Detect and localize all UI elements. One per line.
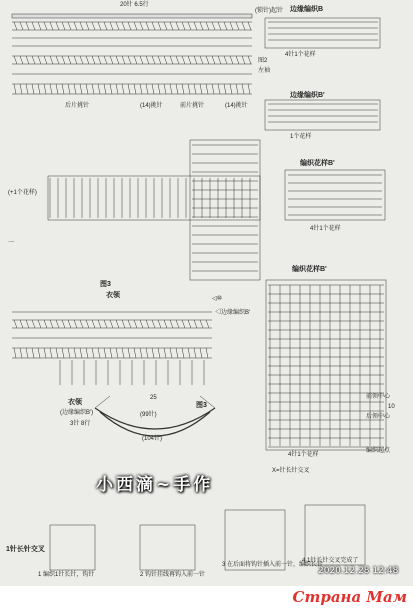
stitch-mark bbox=[164, 320, 167, 328]
stitch-mark bbox=[122, 320, 125, 328]
stitch-mark bbox=[140, 84, 142, 94]
stitch-mark bbox=[146, 22, 149, 30]
stitch-mark bbox=[134, 22, 137, 30]
collar-title: 衣领 bbox=[106, 292, 120, 299]
stitch-mark bbox=[38, 348, 40, 358]
brand-logo: Страна Мам bbox=[292, 588, 407, 606]
stitch-mark bbox=[128, 22, 131, 30]
x-legend: X=针长针交叉 bbox=[272, 468, 310, 474]
stitch-mark bbox=[152, 56, 155, 64]
mid-note: (+1个花样) bbox=[8, 190, 37, 196]
figure3b-label: 图3 bbox=[196, 402, 207, 409]
stitch-mark bbox=[224, 56, 227, 64]
stitch-mark bbox=[200, 22, 203, 30]
stitch-mark bbox=[158, 84, 160, 94]
stitch-mark bbox=[164, 84, 166, 94]
stitch-mark bbox=[116, 348, 118, 358]
stitch-mark bbox=[98, 320, 101, 328]
stitch-mark bbox=[248, 22, 251, 30]
stitch-mark bbox=[224, 84, 226, 94]
stitch-mark bbox=[146, 348, 148, 358]
stitch-mark bbox=[44, 84, 46, 94]
stitch-mark bbox=[230, 84, 232, 94]
right-arrow-label: ◁⑩ bbox=[212, 296, 222, 302]
stitch-mark bbox=[146, 84, 148, 94]
side-note-a: 后片挑针 bbox=[65, 103, 90, 109]
stitch-mark bbox=[92, 348, 94, 358]
stitch-mark bbox=[152, 22, 155, 30]
stitch-mark bbox=[104, 320, 107, 328]
stitch-mark bbox=[20, 22, 23, 30]
stitch-mark bbox=[86, 56, 89, 64]
stitch-mark bbox=[146, 320, 149, 328]
stitch-mark bbox=[110, 348, 112, 358]
stitch-mark bbox=[170, 56, 173, 64]
stitch-mark bbox=[62, 348, 64, 358]
repeat-4b-label: 4针1个花样 bbox=[310, 226, 341, 232]
right-label-front: 前领中心 bbox=[366, 394, 391, 400]
edge-b-prime-2: ◁边缘编织B' bbox=[215, 310, 251, 316]
stitch-mark bbox=[212, 56, 215, 64]
right-label-back: 后领中心 bbox=[366, 414, 391, 420]
stitch-mark bbox=[110, 22, 113, 30]
stitch-mark bbox=[206, 22, 209, 30]
stitch-mark bbox=[68, 84, 70, 94]
stitch-mark bbox=[74, 320, 77, 328]
center-25: 25 bbox=[150, 395, 157, 401]
stitch-mark bbox=[128, 348, 130, 358]
side-note-c: 前片挑针 bbox=[180, 103, 205, 109]
stitch-mark bbox=[14, 348, 16, 358]
repeat-1-label: 1个花样 bbox=[290, 134, 312, 140]
stitch-mark bbox=[56, 320, 59, 328]
stitch-mark bbox=[116, 56, 119, 64]
stitch-mark bbox=[164, 348, 166, 358]
stitch-mark bbox=[92, 22, 95, 30]
stitch-mark bbox=[200, 56, 203, 64]
stitch-mark bbox=[32, 348, 34, 358]
stitch-mark bbox=[188, 22, 191, 30]
stitch-mark bbox=[122, 56, 125, 64]
step-1: 1 编织1针长针，钩针 bbox=[38, 572, 95, 578]
edge-b-prime-title: 边缘编织B' bbox=[290, 92, 325, 99]
brand-bar bbox=[0, 586, 413, 610]
stitch-mark bbox=[26, 56, 29, 64]
stitch-mark bbox=[74, 348, 76, 358]
stitch-mark bbox=[26, 22, 29, 30]
repeat-4-label: 4针1个花样 bbox=[285, 52, 316, 58]
stitch-mark bbox=[104, 348, 106, 358]
stitch-mark bbox=[200, 348, 202, 358]
num-104: (104针) bbox=[142, 436, 163, 442]
stitch-mark bbox=[26, 84, 28, 94]
stitch-mark bbox=[44, 56, 47, 64]
stitch-mark bbox=[194, 84, 196, 94]
step-4: 4 1针长针交叉完成了 bbox=[302, 558, 359, 564]
stitch-mark bbox=[74, 22, 77, 30]
stitch-mark bbox=[98, 84, 100, 94]
pattern-b-prime-title-2: 编织花样B' bbox=[292, 266, 327, 273]
stitch-mark bbox=[68, 56, 71, 64]
stitch-mark bbox=[134, 348, 136, 358]
stitch-mark bbox=[86, 84, 88, 94]
stitch-mark bbox=[170, 348, 172, 358]
stitch-mark bbox=[38, 56, 41, 64]
stitch-mark bbox=[152, 320, 155, 328]
stitch-mark bbox=[110, 320, 113, 328]
stitch-mark bbox=[176, 22, 179, 30]
figure3-title: 图3 bbox=[100, 281, 111, 288]
stitch-mark bbox=[140, 56, 143, 64]
stitch-mark bbox=[116, 320, 119, 328]
stitch-mark bbox=[188, 56, 191, 64]
stitch-mark bbox=[116, 22, 119, 30]
stitch-mark bbox=[20, 56, 23, 64]
stitch-mark bbox=[188, 84, 190, 94]
stitch-mark bbox=[236, 84, 238, 94]
figure2-label: 图2 bbox=[258, 58, 268, 64]
stitch-mark bbox=[236, 56, 239, 64]
stitch-mark bbox=[158, 56, 161, 64]
top-count-label: 20针 6.5行 bbox=[120, 2, 149, 8]
stitch-mark bbox=[140, 320, 143, 328]
stitch-mark bbox=[98, 348, 100, 358]
stitch-mark bbox=[194, 22, 197, 30]
stitch-mark bbox=[218, 56, 221, 64]
stitch-mark bbox=[248, 84, 250, 94]
stitch-mark bbox=[74, 56, 77, 64]
stitch-mark bbox=[128, 56, 131, 64]
collar-block-title: 衣领 bbox=[68, 399, 82, 406]
stitch-mark bbox=[50, 56, 53, 64]
stitch-mark bbox=[86, 348, 88, 358]
stitch-mark bbox=[98, 22, 101, 30]
stitch-mark bbox=[176, 320, 179, 328]
stitch-mark bbox=[74, 84, 76, 94]
stitch-mark bbox=[194, 348, 196, 358]
stitch-mark bbox=[188, 348, 190, 358]
stitch-mark bbox=[32, 320, 35, 328]
stitch-mark bbox=[194, 320, 197, 328]
stitch-mark bbox=[80, 22, 83, 30]
side-note-d: (14)挑针 bbox=[225, 103, 248, 109]
stitch-mark bbox=[14, 22, 17, 30]
stitch-mark bbox=[56, 56, 59, 64]
stitch-mark bbox=[140, 22, 143, 30]
stitch-mark bbox=[176, 84, 178, 94]
stitch-mark bbox=[242, 56, 245, 64]
stitch-mark bbox=[230, 22, 233, 30]
stitch-mark bbox=[62, 56, 65, 64]
stitch-mark bbox=[14, 320, 17, 328]
stitch-mark bbox=[176, 56, 179, 64]
stitch-mark bbox=[86, 22, 89, 30]
step-3: 3 在后面将钩针插入前一针，编织长针 bbox=[222, 562, 324, 568]
num-99: (99针) bbox=[140, 412, 157, 418]
side-note-b: (14)挑针 bbox=[140, 103, 163, 109]
pattern-b-prime-title-1: 编织花样B' bbox=[300, 160, 335, 167]
stitch-mark bbox=[38, 22, 41, 30]
watermark: 小西滴~手作 bbox=[96, 475, 214, 495]
stitch-mark bbox=[116, 84, 118, 94]
stitch-mark bbox=[134, 320, 137, 328]
stitch-mark bbox=[32, 56, 35, 64]
collar-block-sub: (边缘编织B') bbox=[60, 410, 94, 416]
left-mark: 一 bbox=[8, 240, 15, 246]
stitch-mark bbox=[56, 84, 58, 94]
edge-b-title: 边缘编织B bbox=[290, 6, 324, 13]
right-label-start: 编织起点 bbox=[366, 448, 391, 454]
right-label-10: 10 bbox=[388, 404, 395, 410]
stitch-mark bbox=[56, 348, 58, 358]
stitch-mark bbox=[248, 56, 251, 64]
stitch-mark bbox=[38, 320, 41, 328]
stitch-mark bbox=[212, 22, 215, 30]
stitch-mark bbox=[128, 84, 130, 94]
stitch-mark bbox=[62, 84, 64, 94]
stitch-mark bbox=[170, 22, 173, 30]
timestamp: 2020.12.28 12:48 bbox=[318, 566, 399, 576]
stitch-mark bbox=[194, 56, 197, 64]
stitch-mark bbox=[170, 320, 173, 328]
cross-title: 1针长针交叉 bbox=[6, 546, 45, 553]
stitch-mark bbox=[218, 84, 220, 94]
stitch-mark bbox=[50, 84, 52, 94]
stitch-mark bbox=[32, 22, 35, 30]
stitch-mark bbox=[206, 320, 209, 328]
stitch-mark bbox=[50, 348, 52, 358]
stitch-mark bbox=[104, 84, 106, 94]
stitch-mark bbox=[92, 56, 95, 64]
stitch-mark bbox=[44, 348, 46, 358]
stitch-mark bbox=[110, 84, 112, 94]
stitch-mark bbox=[14, 56, 17, 64]
stitch-mark bbox=[146, 56, 149, 64]
stitch-mark bbox=[98, 56, 101, 64]
stitch-mark bbox=[206, 84, 208, 94]
stitch-mark bbox=[218, 22, 221, 30]
stitch-mark bbox=[26, 320, 29, 328]
stitch-mark bbox=[68, 348, 70, 358]
stitch-mark bbox=[32, 84, 34, 94]
stitch-mark bbox=[158, 348, 160, 358]
edge-b-start-label: (锁针)起针 bbox=[255, 8, 283, 14]
stitch-mark bbox=[92, 320, 95, 328]
stitch-mark bbox=[182, 320, 185, 328]
stitch-mark bbox=[242, 84, 244, 94]
stitch-mark bbox=[44, 320, 47, 328]
stitch-mark bbox=[44, 22, 47, 30]
stitch-mark bbox=[158, 320, 161, 328]
stitch-mark bbox=[62, 22, 65, 30]
stitch-mark bbox=[230, 56, 233, 64]
stitch-mark bbox=[212, 84, 214, 94]
stitch-mark bbox=[50, 320, 53, 328]
stitch-mark bbox=[182, 348, 184, 358]
repeat-4c-label: 4针1个花样 bbox=[288, 452, 319, 458]
collar-block-count: 3针 8行 bbox=[70, 421, 91, 427]
stitch-mark bbox=[134, 56, 137, 64]
stitch-mark bbox=[104, 56, 107, 64]
stitch-mark bbox=[242, 22, 245, 30]
stitch-mark bbox=[182, 56, 185, 64]
stitch-mark bbox=[140, 348, 142, 358]
stitch-mark bbox=[50, 22, 53, 30]
stitch-mark bbox=[206, 348, 208, 358]
stitch-mark bbox=[236, 22, 239, 30]
stitch-mark bbox=[86, 320, 89, 328]
stitch-mark bbox=[170, 84, 172, 94]
stitch-mark bbox=[92, 84, 94, 94]
stitch-mark bbox=[128, 320, 131, 328]
stitch-mark bbox=[104, 22, 107, 30]
step-2: 2 钩针挂线再钩入前一针 bbox=[140, 572, 206, 578]
stitch-mark bbox=[20, 320, 23, 328]
stitch-mark bbox=[206, 56, 209, 64]
stitch-mark bbox=[68, 320, 71, 328]
stitch-mark bbox=[176, 348, 178, 358]
stitch-mark bbox=[122, 348, 124, 358]
stitch-mark bbox=[188, 320, 191, 328]
stitch-mark bbox=[14, 84, 16, 94]
stitch-mark bbox=[200, 320, 203, 328]
stitch-mark bbox=[80, 84, 82, 94]
stitch-mark bbox=[152, 84, 154, 94]
stitch-mark bbox=[80, 56, 83, 64]
stitch-mark bbox=[80, 320, 83, 328]
stitch-mark bbox=[122, 84, 124, 94]
stitch-mark bbox=[80, 348, 82, 358]
stitch-mark bbox=[122, 22, 125, 30]
stitch-mark bbox=[56, 22, 59, 30]
stitch-mark bbox=[38, 84, 40, 94]
stitch-mark bbox=[20, 84, 22, 94]
stitch-mark bbox=[164, 22, 167, 30]
stitch-mark bbox=[26, 348, 28, 358]
left-sleeve-label: 左袖 bbox=[258, 68, 271, 74]
stitch-mark bbox=[200, 84, 202, 94]
stitch-mark bbox=[20, 348, 22, 358]
stitch-mark bbox=[224, 22, 227, 30]
stitch-mark bbox=[164, 56, 167, 64]
stitch-mark bbox=[152, 348, 154, 358]
stitch-mark bbox=[158, 22, 161, 30]
stitch-mark bbox=[182, 84, 184, 94]
stitch-mark bbox=[68, 22, 71, 30]
stitch-mark bbox=[182, 22, 185, 30]
stitch-mark bbox=[110, 56, 113, 64]
stitch-mark bbox=[134, 84, 136, 94]
stitch-mark bbox=[62, 320, 65, 328]
